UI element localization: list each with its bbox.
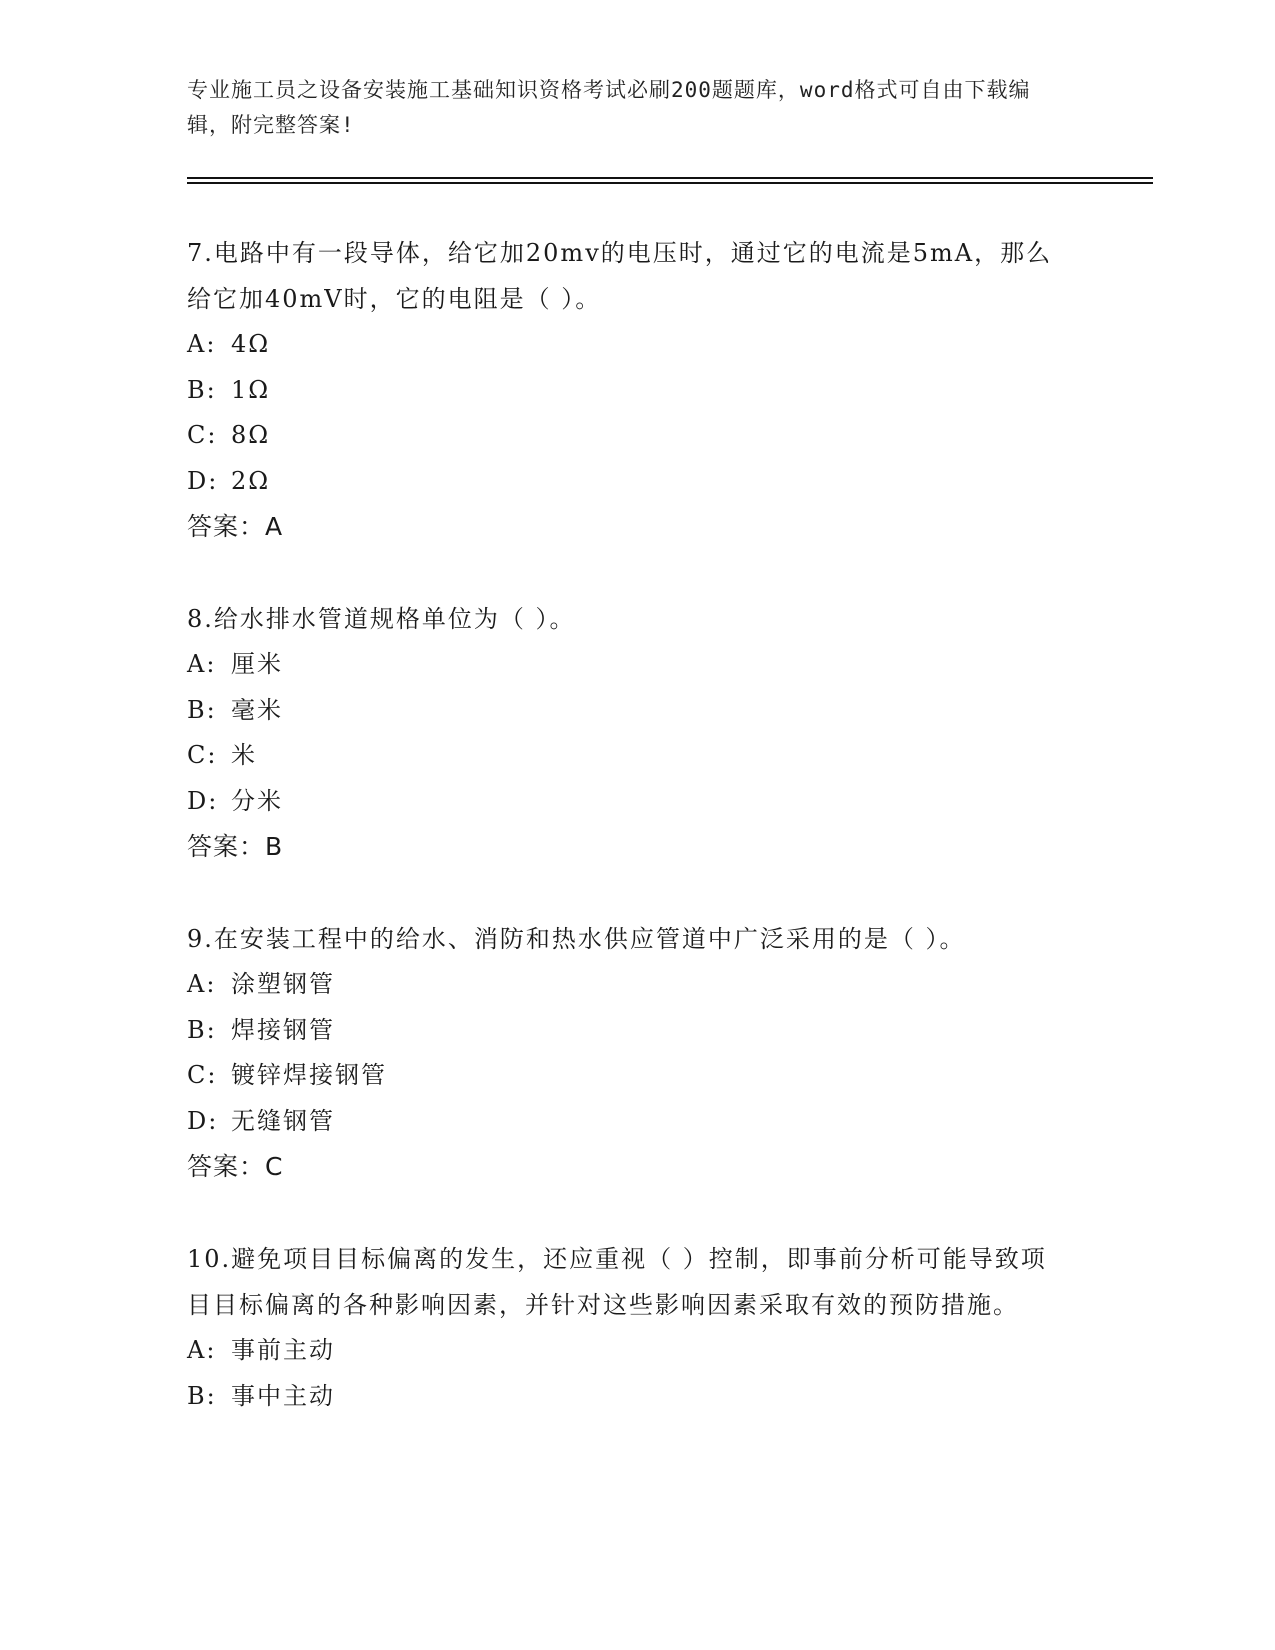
answer-text: 答案：B	[187, 832, 284, 861]
option-letter: B:	[187, 1381, 217, 1410]
option-text: 厘米	[231, 650, 283, 678]
option-text: 事中主动	[231, 1381, 335, 1410]
document-header: 专业施工员之设备安装施工基础知识资格考试必刷200题题库，word格式可自由下载编辑，附完整答案!	[187, 78, 1031, 137]
option-text: 涂塑钢管	[231, 970, 335, 998]
question-8	[187, 596, 1067, 870]
option-letter: A:	[187, 330, 217, 358]
option-letter: D:	[187, 1106, 219, 1135]
option-c	[187, 733, 1067, 779]
option-text: 4Ω	[231, 330, 271, 358]
question-9	[187, 916, 1067, 1190]
answer-text: 答案：C	[187, 1152, 284, 1181]
header-divider-bottom	[187, 182, 1153, 184]
header-divider-top	[187, 177, 1153, 179]
question-10	[187, 1236, 1067, 1419]
option-b	[187, 1008, 1067, 1054]
option-letter: A:	[187, 970, 217, 998]
option-b	[187, 368, 1067, 414]
answer-text: 答案：A	[187, 512, 284, 541]
option-text: 无缝钢管	[231, 1106, 335, 1135]
question-text: 10.避免项目目标偏离的发生，还应重视（ ）控制，即事前分析可能导致项目目标偏离的各种影响因素，并针对这些影响因素采取有效的预防措施。	[187, 1245, 1047, 1319]
option-text: 事前主动	[231, 1336, 335, 1364]
option-text: 分米	[231, 786, 283, 815]
option-c	[187, 413, 1067, 459]
question-text: 8.给水排水管道规格单位为（ ）。	[187, 605, 576, 633]
option-d	[187, 779, 1067, 825]
option-text: 镀锌焊接钢管	[231, 1061, 387, 1089]
question-7	[187, 230, 1067, 550]
option-b	[187, 688, 1067, 734]
option-letter: B:	[187, 695, 217, 724]
option-d	[187, 459, 1067, 505]
option-a	[187, 642, 1067, 688]
option-letter: C:	[187, 741, 218, 769]
option-letter: C:	[187, 1061, 218, 1089]
option-text: 毫米	[231, 695, 283, 724]
option-text: 8Ω	[231, 421, 271, 449]
question-list	[187, 230, 1067, 1465]
option-letter: D:	[187, 786, 219, 815]
option-b	[187, 1374, 1067, 1420]
option-d	[187, 1099, 1067, 1145]
option-text: 1Ω	[231, 375, 271, 404]
option-a	[187, 322, 1067, 368]
option-letter: B:	[187, 375, 217, 404]
option-letter: D:	[187, 466, 219, 495]
option-letter: A:	[187, 650, 217, 678]
option-text: 焊接钢管	[231, 1015, 335, 1044]
option-text: 米	[231, 741, 257, 769]
option-a	[187, 1328, 1067, 1374]
option-letter: B:	[187, 1015, 217, 1044]
option-a	[187, 962, 1067, 1008]
option-letter: C:	[187, 421, 218, 449]
question-text: 9.在安装工程中的给水、消防和热水供应管道中广泛采用的是（ ）。	[187, 925, 966, 953]
option-letter: A:	[187, 1336, 217, 1364]
option-c	[187, 1053, 1067, 1099]
option-text: 2Ω	[231, 466, 271, 495]
question-text: 7.电路中有一段导体，给它加20mv的电压时，通过它的电流是5mA，那么给它加40mV时，它的电阻是（ ）。	[187, 239, 1053, 313]
